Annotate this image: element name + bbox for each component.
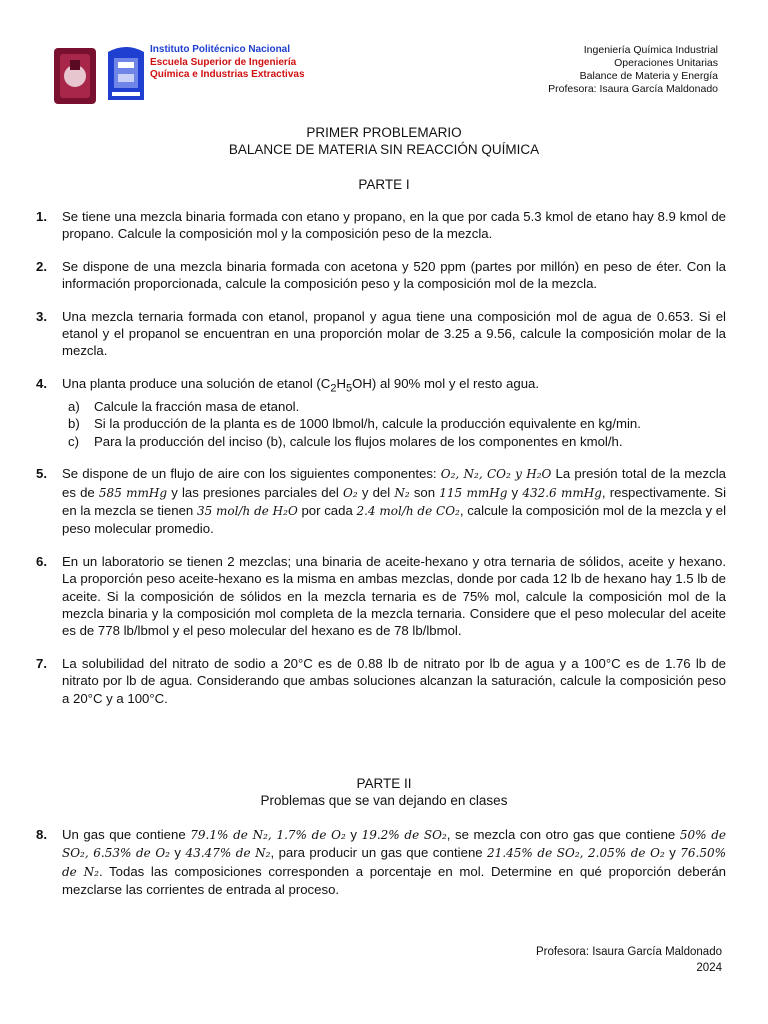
problem-text: Una mezcla ternaria formada con etanol, propanol y agua tiene una composición mol de agua de 0.653. Si el etanol y el propanol se encuentran en una proporción molar de 3.25 a 9.56, calcule la composición molar de la mezcla. [62,308,726,359]
course-line-1: Ingeniería Química Industrial [583,44,718,56]
problem-number: 8. [36,827,47,842]
problem-3 [36,308,726,360]
math-o2: O₂ [343,485,358,500]
math-feed-2a: 50% de SO₂, 6.53% de O₂ [62,828,726,861]
problem-number: 2. [36,258,47,274]
problem-text [62,826,726,899]
intro-part: OH) al 90% mol y el resto agua. [352,375,540,391]
text-part: son [409,484,440,500]
title-line-1: PRIMER PROBLEMARIO [306,125,462,140]
math-feed-2b: 43.47% de N₂ [185,846,271,861]
problem-number: 3. [36,308,47,324]
intro-part: Una planta produce una solución de etanol (C [62,375,331,391]
institution-line-3: Química e Industrias Extractivas [150,69,305,80]
sub-letter: b) [68,416,80,432]
math-n2: N₂ [394,485,410,500]
math-feed-1b: 19.2% de SO₂ [361,828,447,842]
text-part: , para producir un gas que contiene [270,845,488,861]
problem-4-intro [62,375,726,398]
text-part: , se mezcla con otro gas que contiene [446,827,680,842]
problem-text: En un laboratorio se tienen 2 mezclas; una binaria de aceite-hexano y otra ternaria de sólidos, aceite y hexano. La proporción peso aceite-hexano es la misma en ambas mezclas, donde por cada 12 lb de hexano hay 1.5 lb de aceite. Si la composición de sólidos en la mezcla ternaria es de 75% mol, calcule la composición mol de la mezcla binaria y la composición mol completa de la mezcla ternaria. Considere que el peso molecular del aceite es de 778 lb/lbmol y el peso molecular del hexano es de 78 lb/lbmol. [62,553,726,639]
math-product-a: 21.45% de SO₂, 2.05% de O₂ [487,846,665,861]
math-flow-co2: 2.4 mol/h de CO₂ [356,503,460,518]
problem-8 [36,826,726,899]
problem-4 [36,375,726,450]
problem-number: 5. [36,466,47,482]
part-1-heading: PARTE I [358,177,410,192]
part-2-subtitle: Problemas que se van dejando en clases [260,793,508,808]
document-title [0,124,768,158]
text-part: , respectivamente. Si en la mezcla se tienen [62,484,727,518]
part-2-label: PARTE II [356,776,412,791]
math-flow-h2o: 35 mol/h de H₂O [196,503,298,518]
sub-item-b [62,415,726,432]
problem-number: 7. [36,655,47,671]
math-feed-1a: 79.1% de N₂, 1.7% de O₂ [190,828,346,842]
text-part: La presión total de la mezcla es de [62,466,726,500]
text-part: y [345,827,362,842]
course-line-3: Balance de Materia y Energía [579,70,718,82]
problem-2 [36,258,726,293]
subscript: 2 [330,382,337,395]
course-line-4: Profesora: Isaura García Maldonado [548,83,718,95]
math-pressure-o2: 115 mmHg [439,485,508,500]
math-pressure-n2: 432.6 mmHg [522,485,602,500]
problem-text: La solubilidad del nitrato de sodio a 20°C es de 0.88 lb de nitrato por lb de agua y a 100°C es de 1.76 lb de nitrato por lb de agua. Considerando que ambas soluciones alcanzan la saturación, calcule la composición peso a 20°C y a 100°C. [62,655,726,706]
title-line-2: BALANCE DE MATERIA SIN REACCIÓN QUÍMICA [228,142,540,157]
text-part: y las presiones parciales del [167,484,344,500]
text-part: y [507,484,523,500]
text-part: . Todas las composiciones corresponden a porcentaje en mol. Determine en qué proporción deberán mezclarse las corrientes de entrada al proceso. [62,863,726,898]
sub-text: Si la producción de la planta es de 1000 lbmol/h, calcule la producción equivalente en kg/min. [94,416,641,432]
problem-number: 6. [36,553,47,569]
sub-letter: a) [68,398,80,414]
institution-name [150,44,305,82]
footer-author: Profesora: Isaura García Maldonado [535,946,722,958]
sub-text: Para la producción del inciso (b), calcule los flujos molares de los componentes en kmol/h. [94,433,623,449]
course-info [548,44,718,96]
intro-part: H [336,375,346,391]
problem-text: Se tiene una mezcla binaria formada con etano y propano, en la que por cada 5.3 kmol de etano hay 8.9 kmol de propano. Calcule la composición mol y la composición peso de la mezcla. [62,209,726,242]
subscript: 5 [346,382,353,395]
problem-text [62,375,726,450]
text-part: y [664,845,681,861]
math-components: O₂, N₂, CO₂ y H₂O [440,467,552,482]
text-part: y del [357,484,395,500]
problem-number: 1. [36,209,47,224]
part-2-heading [0,775,768,809]
problem-list [36,208,726,722]
sub-item-a [62,398,726,415]
page-footer [536,944,722,976]
institution-line-2: Escuela Superior de Ingeniería [150,56,297,68]
text-part: Se dispone de un flujo de aire con los siguientes componentes: [62,466,441,482]
sub-letter: c) [68,433,79,449]
esiqie-logo [104,42,148,104]
problem-5 [36,465,726,538]
problem-text: Se dispone de una mezcla binaria formada con acetona y 520 ppm (partes por millón) en peso de éter. Con la información proporcionada, calcule la composición peso y la composición mol de la mezcla. [62,258,726,292]
math-product-b: 76.50% de N₂ [62,846,726,879]
problem-number: 4. [36,375,47,391]
ipn-logo [52,46,98,106]
sub-text: Calcule la fracción masa de etanol. [94,398,300,414]
course-line-2: Operaciones Unitarias [614,57,718,69]
problem-7 [36,655,726,707]
problem-list-part-2 [36,826,726,914]
text-part: , calcule la composición mol de la mezcla y el peso molecular promedio. [62,502,727,537]
problem-6 [36,553,726,640]
math-pressure-total: 585 mmHg [98,485,168,500]
text-part: y [170,845,186,861]
page-header [52,38,718,108]
problem-text [62,465,726,538]
text-part: por cada [297,502,357,518]
problem-1 [36,208,726,243]
sub-item-c [62,433,726,450]
institution-line-1: Instituto Politécnico Nacional [150,44,291,55]
text-part: Un gas que contiene [62,827,191,842]
footer-year: 2024 [696,962,722,974]
